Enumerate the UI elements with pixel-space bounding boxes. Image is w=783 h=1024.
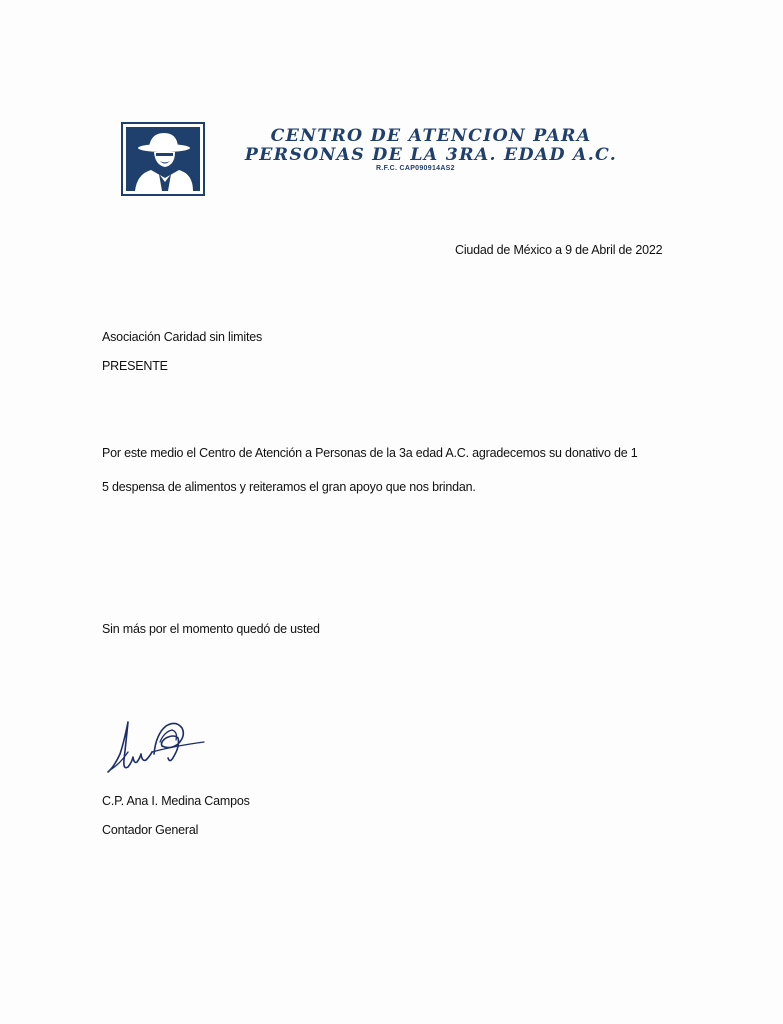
organization-name-line2: PERSONAS DE LA 3RA. EDAD A.C.	[244, 145, 618, 164]
recipient-name: Asociación Caridad sin limites	[102, 330, 263, 344]
body-paragraph-line1: Por este medio el Centro de Atención a Personas de la 3a edad A.C. agradecemos su donativo de 1	[102, 446, 638, 460]
rfc-number: R.F.C. CAP090914AS2	[376, 165, 455, 172]
closing-line: Sin más por el momento quedó de usted	[102, 622, 320, 636]
salutation: PRESENTE	[102, 359, 168, 373]
letter-date: Ciudad de México a 9 de Abril de 2022	[455, 243, 663, 257]
organization-name-line1: CENTRO DE ATENCION PARA	[270, 126, 592, 145]
handwritten-signature	[104, 712, 208, 778]
signer-name: C.P. Ana I. Medina Campos	[102, 794, 250, 808]
signer-title: Contador General	[102, 823, 199, 837]
body-paragraph-line2: 5 despensa de alimentos y reiteramos el gran apoyo que nos brindan.	[102, 480, 476, 494]
elderly-man-hat-logo	[121, 122, 205, 196]
organization-name	[216, 126, 647, 164]
